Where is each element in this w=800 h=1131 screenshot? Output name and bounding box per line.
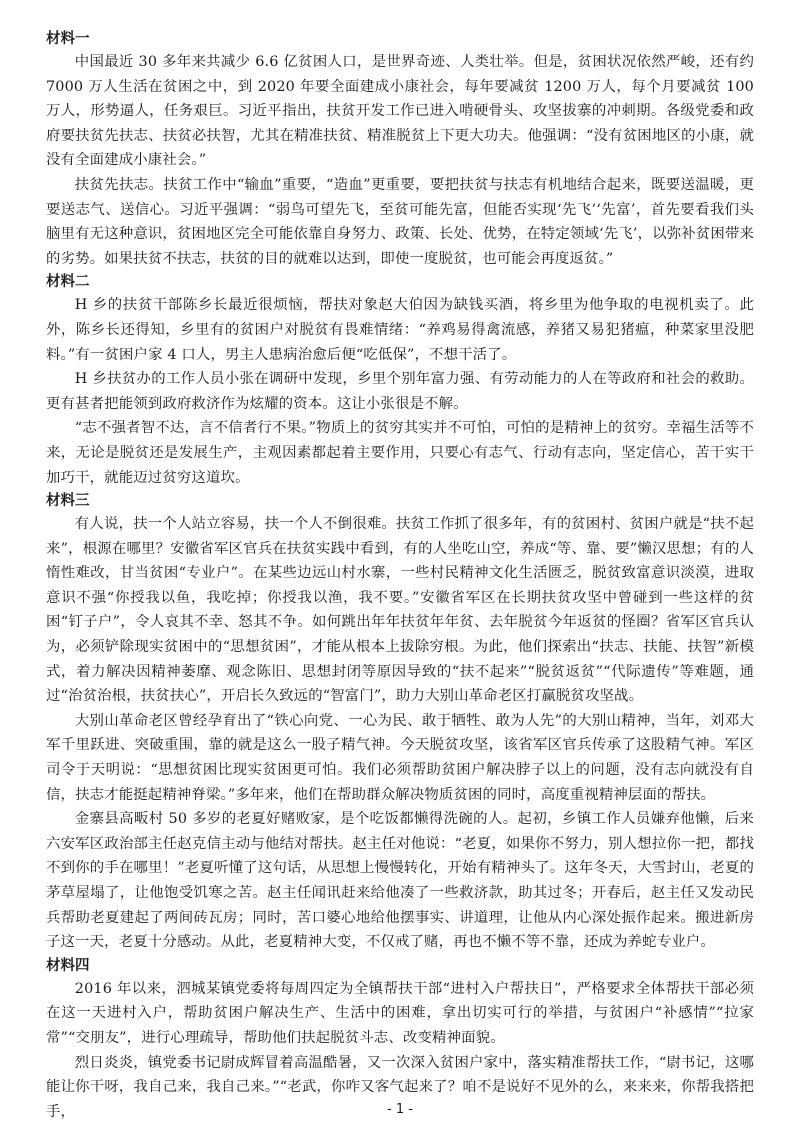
paragraph: 中国最近 30 多年来共减少 6.6 亿贫困人口，是世界奇迹、人类壮举。但是，贫困状况依然严峻，还有约 7000 万人生活在贫困之中，到 2020 年要全面建成小康社会，每年要减贫 1200 万人，每个月要减贫 100 万人，形势逼人，任务艰巨。习近平指出，扶贫开发工作已进入啃硬骨头、攻坚拔寨的冲刺期。各级党委和政府要扶贫先扶志、扶贫必扶智，尤其在精准扶贫、精准脱贫上下更大功夫。他强调：“没有贫困地区的小康，就没有全面建成小康社会。”: [46, 54, 754, 169]
section-heading: 材料三: [46, 493, 90, 510]
section-heading: 材料二: [46, 274, 90, 291]
paragraph: 烈日炎炎，镇党委书记尉成辉冒着高温酷暑，又一次深入贫困户家中，落实精准帮扶工作，“尉书记，这哪能让你干呀，我自己来，我自己来。”“老武，你咋又客气起来了？咱不是说好不见外的么，来来来，你帮我搭把手，: [46, 1054, 754, 1120]
paragraph: H 乡的扶贫干部陈乡长最近很烦恼，帮扶对象赵大伯因为缺钱买酒，将乡里为他争取的电视机卖了。此外，陈乡长还得知，乡里有的贫困户对脱贫有畏难情绪：“养鸡易得禽流感，养猪又易犯猪瘟，种菜家里没肥料。”有一贫困户家 4 口人，男主人患病治愈后便“吃低保”，不想干活了。: [46, 297, 754, 363]
section-heading: 材料四: [46, 957, 90, 974]
paragraph: 有人说，扶一个人站立容易，扶一个人不倒很难。扶贫工作抓了很多年，有的贫困村、贫困户就是“扶不起来”，根源在哪里？安徽省军区官兵在扶贫实践中看到，有的人坐吃山空，养成“等、靠、要”懒汉思想；有的人惰性难改，甘当贫困“专业户”。在某些边远山村水寨，一些村民精神文化生活匮乏，脱贫致富意识淡漠，进取意识不强“你授我以鱼，我吃掉；你授我以渔，我不要。”安徽省军区在长期扶贫攻坚中曾碰到一些这样的贫困“钉子户”，令人哀其不幸、怒其不争。如何跳出年年扶贫年年贫、去年脱贫今年返贫的怪圈？省军区官兵认为，必须铲除现实贫困中的“思想贫困”，才能从根本上拔除穷根。为此，他们探索出“扶志、扶能、扶智”新模式，着力解决因精神萎靡、观念陈旧、思想封闭等原因导致的“扶不起来”“脱贫返贫”“代际遗传”等难题，通过“治贫治根，扶贫扶心”，开启长久致远的“智富门”，助力大别山革命老区打赢脱贫攻坚战。: [46, 516, 754, 705]
paragraph: H 乡扶贫办的工作人员小张在调研中发现，乡里个别年富力强、有劳动能力的人在等政府和社会的救助。更有甚者把能领到政府救济作为炫耀的资本。这让小张很是不解。: [46, 371, 754, 412]
paragraph: 大别山革命老区曾经孕育出了“铁心向党、一心为民、敢于牺牲、敢为人先”的大别山精神，当年，刘邓大军千里跃进、突破重围，靠的就是这么一股子精气神。今天脱贫攻坚，该省军区官兵传承了这股精气神。军区司令于天明说：“思想贫困比现实贫困更可怕。我们必须帮助贫困户解决脖子以上的问题，没有志向就没有自信，扶志才能挺起精神脊梁。”多年来，他们在帮助群众解决物质贫困的同时，高度重视精神层面的帮扶。: [46, 712, 754, 803]
section-heading: 材料一: [46, 31, 90, 47]
page-number: - 1 -: [387, 1102, 413, 1117]
paragraph: 2016 年以来，泗城某镇党委将每周四定为全镇帮扶干部“进村入户帮扶日”，严格要求全体帮扶干部必须在这一天进村入户，帮助贫困户解决生产、生活中的困难，拿出切实可行的举措，与贫困户“补感情”“拉家常”“交朋友”，进行心理疏导，帮助他们扶起脱贫斗志、改变精神面貌。: [46, 980, 754, 1046]
paragraph: “志不强者智不达，言不信者行不果。”物质上的贫穷其实并不可怕，可怕的是精神上的贫穷。幸福生活等不来，无论是脱贫还是发展生产，主观因素都起着主要作用，只要心有志气、行动有志向，坚定信心，苦干实干加巧干，就能迈过贫穷这道坎。: [46, 420, 754, 486]
paragraph: 扶贫先扶志。扶贫工作中“输血”重要，“造血”更重要，要把扶贫与扶志有机地结合起来，既要送温暖，更要送志气、送信心。习近平强调：“弱鸟可望先飞，至贫可能先富，但能否实现‘先飞’‘先富’，首先要看我们头脑里有无这种意识，贫困地区完全可能依靠自身努力、政策、长处、优势，在特定领域‘先飞’，以弥补贫困带来的劣势。如果扶贫不扶志，扶贫的目的就难以达到，即使一度脱贫，也可能会再度返贫。”: [46, 176, 754, 267]
paragraph: 金寨县高畈村 50 多岁的老夏好赌败家，是个吃饭都懒得洗碗的人。起初，乡镇工作人员嫌弃他懒，后来六安军区政治部主任赵克信主动与他结对帮扶。赵主任对他说：“老夏，如果你不努力，别人想拉你一把，都找不到你的手在哪里！”老夏听懂了这句话，从思想上慢慢转化，开始有精神头了。这年冬天，大雪封山，老夏的茅草屋塌了，让他饱受饥寒之苦。赵主任闻讯赶来给他凑了一些救济款，助其过冬；开春后，赵主任又发动民兵帮助老夏建起了两间砖瓦房；同时，苦口婆心地给他摆事实、讲道理，让他从内心深处振作起来。搬进新房子这一天，老夏十分感动。从此，老夏精神大变，不仅戒了赌，再也不懒不等不靠，还成为养蛇专业户。: [46, 811, 754, 951]
